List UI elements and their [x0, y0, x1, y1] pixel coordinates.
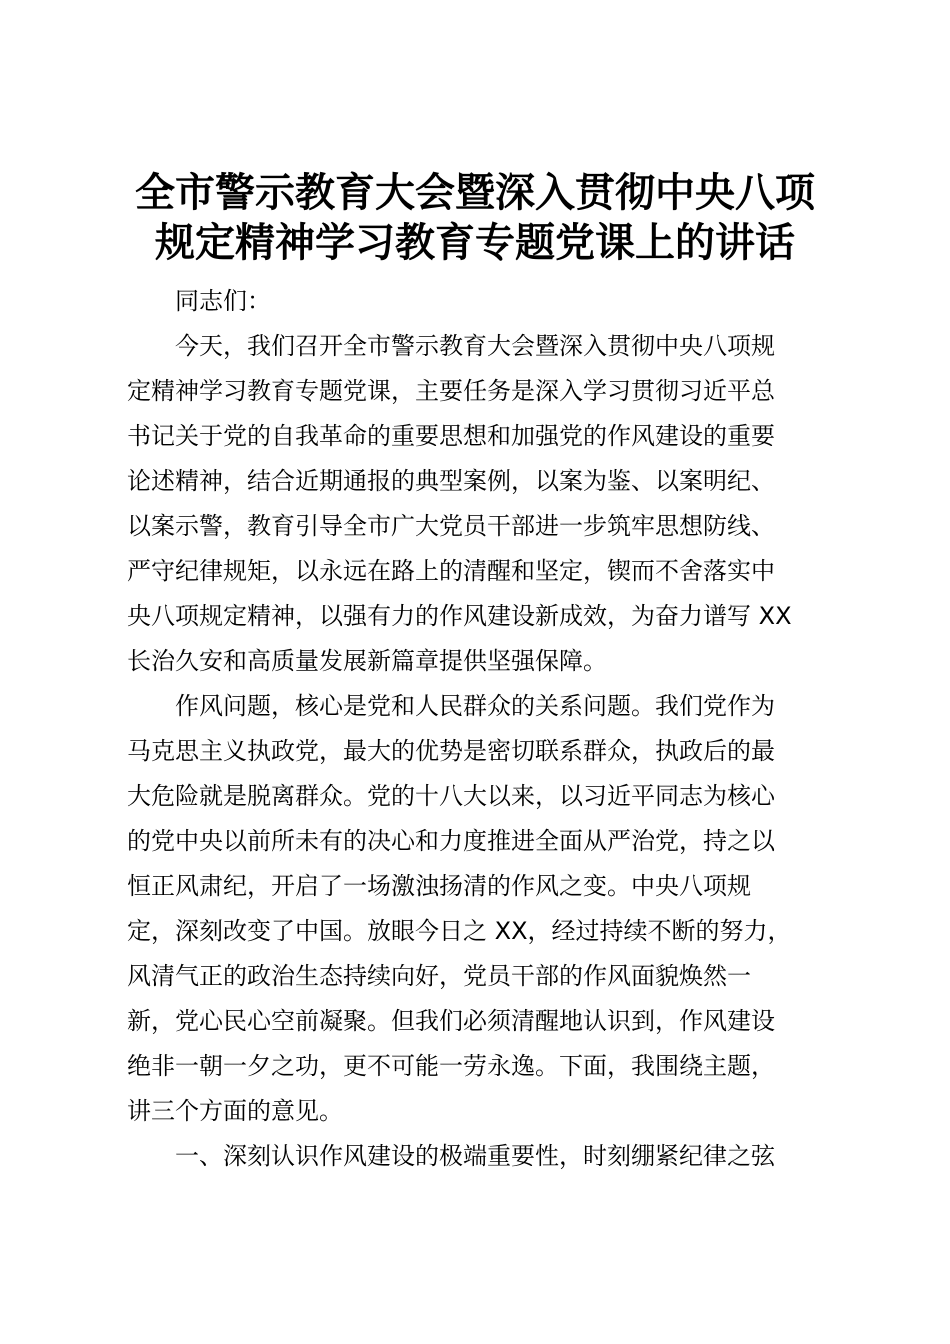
paragraph-line: 严守纪律规矩，以永远在路上的清醒和坚定，锲而不舍落实中	[127, 557, 775, 585]
title-line-2: 规定精神学习教育专题党课上的讲话	[155, 220, 795, 266]
paragraph-line: 央八项规定精神，以强有力的作风建设新成效，为奋力谱写 XX	[127, 602, 792, 630]
document-title	[60, 168, 890, 268]
document-body	[127, 279, 827, 1179]
paragraph-line: 讲三个方面的意见。	[127, 1097, 343, 1125]
paragraph-line: 以案示警，教育引导全市广大党员干部进一步筑牢思想防线、	[127, 512, 775, 540]
paragraph-line: 大危险就是脱离群众。党的十八大以来，以习近平同志为核心	[127, 782, 775, 810]
paragraph-line: 定精神学习教育专题党课，主要任务是深入学习贯彻习近平总	[127, 377, 775, 405]
paragraph-line: 绝非一朝一夕之功，更不可能一劳永逸。下面，我围绕主题，	[127, 1052, 775, 1080]
paragraph-line: 论述精神，结合近期通报的典型案例，以案为鉴、以案明纪、	[127, 467, 775, 495]
paragraph-line: 新，党心民心空前凝聚。但我们必须清醒地认识到，作风建设	[127, 1007, 775, 1035]
paragraph-line: 的党中央以前所未有的决心和力度推进全面从严治党，持之以	[127, 827, 775, 855]
paragraph-line: 定，深刻改变了中国。放眼今日之 XX，经过持续不断的努力，	[127, 917, 792, 945]
section-heading-text: 一、深刻认识作风建设的极端重要性，时刻绷紧纪律之弦	[175, 1142, 775, 1170]
paragraph-line: 长治久安和高质量发展新篇章提供坚强保障。	[127, 647, 607, 675]
paragraph-line: 书记关于党的自我革命的重要思想和加强党的作风建设的重要	[127, 422, 775, 450]
paragraph-line: 今天，我们召开全市警示教育大会暨深入贯彻中央八项规	[175, 332, 775, 360]
salutation	[127, 279, 827, 324]
paragraph-line: 风清气正的政治生态持续向好，党员干部的作风面貌焕然一	[127, 962, 751, 990]
paragraph-line: 作风问题，核心是党和人民群众的关系问题。我们党作为	[175, 692, 775, 720]
section-heading-1	[127, 1134, 827, 1179]
paragraph-style-issue	[127, 684, 827, 1134]
paragraph-line: 恒正风肃纪，开启了一场激浊扬清的作风之变。中央八项规	[127, 872, 751, 900]
paragraph-intro	[127, 324, 827, 684]
title-line-1: 全市警示教育大会暨深入贯彻中央八项	[135, 170, 815, 216]
paragraph-line: 马克思主义执政党，最大的优势是密切联系群众，执政后的最	[127, 737, 775, 765]
salutation-text: 同志们：	[175, 287, 271, 315]
